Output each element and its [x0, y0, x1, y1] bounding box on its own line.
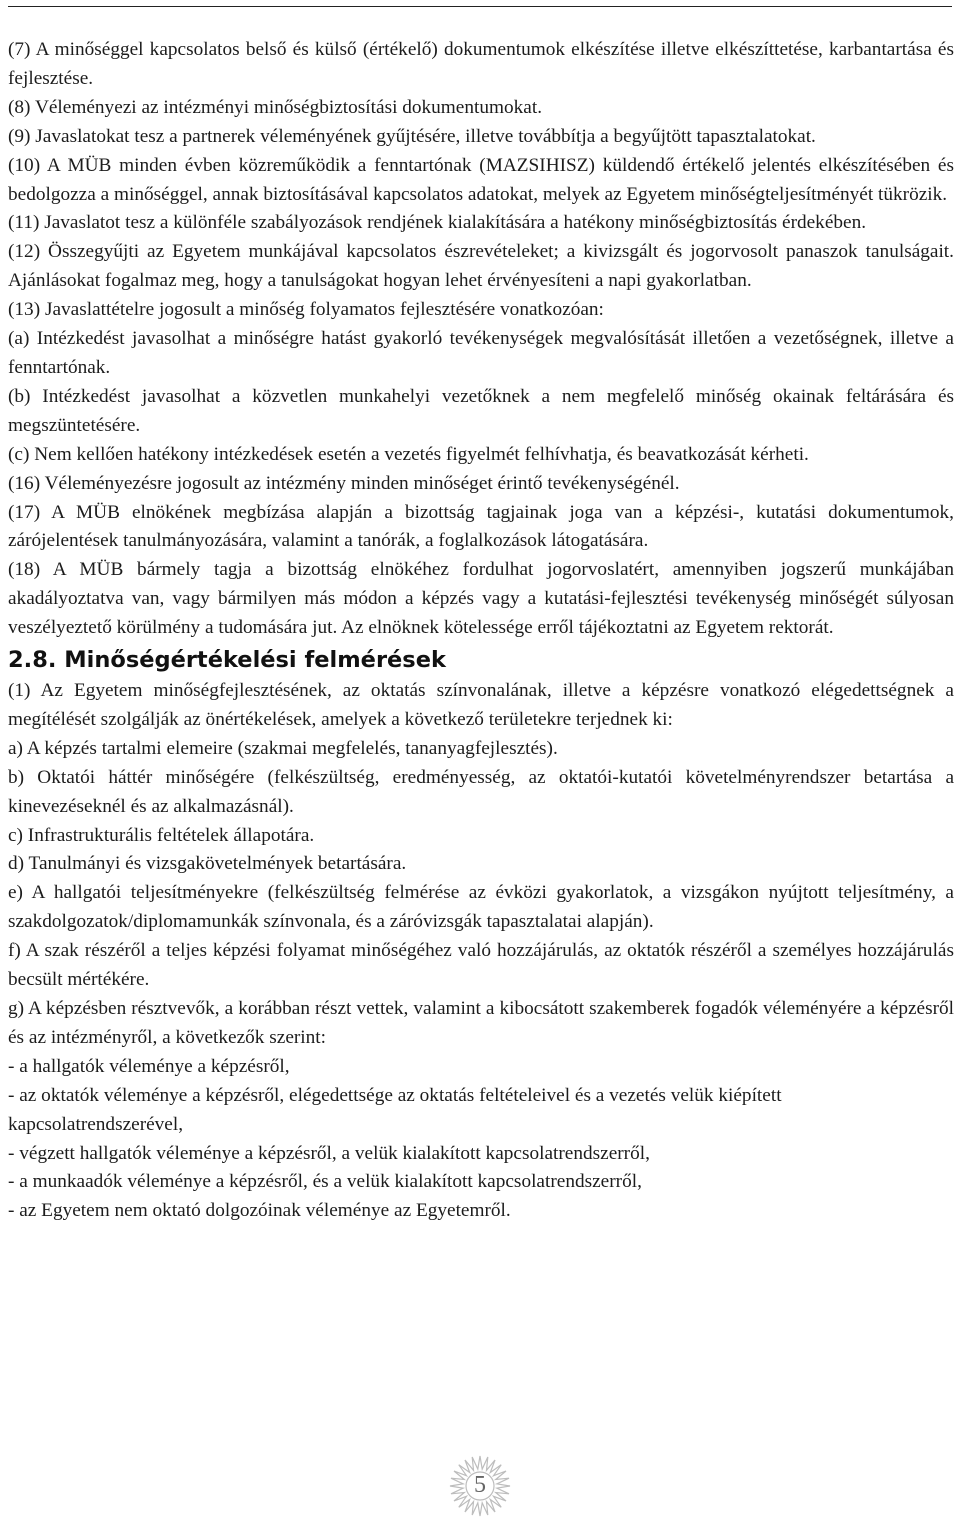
bullet-employers: - a munkaadók véleménye a képzésről, és a velük kialakított kapcsolatrendszerről,	[8, 1171, 642, 1193]
paragraph-10: (10) A MÜB minden évben közreműködik a fenntartónak (MAZSIHISZ) küldendő értékelő jelentés elkészítésében és bedolgozza a minőséggel, annak biztosításával kapcsolatos adatokat, melyek az Egyetem minőségteljesítményét tükrözik.	[8, 154, 954, 205]
evaluation-item-b: b) Oktatói háttér minőségére (felkészültség, eredményesség, az oktatói-kutatói követelményrendszer betartása a kinevezéseknél és az alkalmazásnál).	[8, 766, 954, 817]
evaluation-paragraph-1: (1) Az Egyetem minőségfejlesztésének, az oktatás színvonalának, illetve a képzésre vonatkozó elégedettségnek a megítélését szolgálják az önértékelések, amelyek a következő területekre terjednek ki:	[8, 680, 954, 730]
bullet-students: - a hallgatók véleménye a képzésről,	[8, 1055, 290, 1077]
page-number: 5	[474, 1472, 486, 1498]
paragraph-16: (16) Véleményezésre jogosult az intézmény minden minőséget érintő tevékenységénél.	[8, 472, 680, 494]
evaluation-item-c: c) Infrastrukturális feltételek állapotára.	[8, 824, 315, 846]
evaluation-item-g: g) A képzésben résztvevők, a korábban részt vettek, valamint a kibocsátott szakemberek fogadók véleményére a képzésről és az intézményről, a következők szerint:	[8, 998, 954, 1048]
paragraph-7: (7) A minőséggel kapcsolatos belső és külső (értékelő) dokumentumok elkészítése illetve elkészíttetése, karbantartása és fejlesztése.	[8, 39, 954, 89]
bullet-teachers: - az oktatók véleménye a képzésről, elégedettsége az oktatás feltételeivel és a vezetés velük kiépített kapcsolatrendszerével,	[8, 1084, 782, 1135]
paragraph-13-c: (c) Nem kellően hatékony intézkedések esetén a vezetés figyelmét felhívhatja, és beavatkozását kérheti.	[8, 443, 809, 465]
evaluation-item-d: d) Tanulmányi és vizsgakövetelmények betartására.	[8, 853, 407, 875]
paragraph-13: (13) Javaslattételre jogosult a minőség folyamatos fejlesztésére vonatkozóan:	[8, 299, 604, 321]
page-footer	[420, 1452, 540, 1520]
paragraph-18: (18) A MÜB bármely tagja a bizottság elnökéhez fordulhat jogorvoslatért, amennyiben jogszerű munkájában akadályoztatva van, vagy bármilyen más módon a képzés vagy a kutatási-fejlesztési tevékenység minőségét súlyosan veszélyeztető körülmény a tudomására jut. Az elnöknek kötelessége erről tájékoztatni az Egyetem rektorát.	[8, 559, 954, 639]
bullet-staff: - az Egyetem nem oktató dolgozóinak véleménye az Egyetemről.	[8, 1200, 511, 1222]
paragraph-9: (9) Javaslatokat tesz a partnerek véleményének gyűjtésére, illetve továbbítja a begyűjtött tapasztalatokat.	[8, 125, 816, 147]
evaluation-item-a: a) A képzés tartalmi elemeire (szakmai megfelelés, tananyagfejlesztés).	[8, 737, 558, 759]
paragraph-17: (17) A MÜB elnökének megbízása alapján a bizottság tagjainak joga van a képzési-, kutatási dokumentumok, zárójelentések tanulmányozására, valamint a tanórák, a foglalkozások látogatására.	[8, 501, 954, 552]
evaluation-item-f: f) A szak részéről a teljes képzési folyamat minőségéhez való hozzájárulás, az oktatók részéről a személyes hozzájárulás becsült mértékére.	[8, 940, 954, 991]
section-heading: 2.8. Minőségértékelési felmérések	[8, 647, 446, 674]
header-rule	[8, 6, 952, 7]
document-body	[8, 36, 954, 1226]
paragraph-8: (8) Véleményezi az intézményi minőségbiztosítási dokumentumokat.	[8, 96, 543, 118]
bullet-graduates: - végzett hallgatók véleménye a képzésről, a velük kialakított kapcsolatrendszerről,	[8, 1142, 650, 1164]
paragraph-11: (11) Javaslatot tesz a különféle szabályozások rendjének kialakítására a hatékony minőségbiztosítás érdekében.	[8, 212, 867, 234]
paragraph-12: (12) Összegyűjti az Egyetem munkájával kapcsolatos észrevételeket; a kivizsgált és jogorvosolt panaszok tanulságait. Ajánlásokat fogalmaz meg, hogy a tanulságokat hogyan lehet érvényesíteni a napi gyakorlatban.	[8, 241, 954, 292]
evaluation-item-e: e) A hallgatói teljesítményekre (felkészültség felmérése az évközi gyakorlatok, a vizsgákon nyújtott teljesítmény, a szakdolgozatok/diplomamunkák színvonala, és a záróvizsgák tapasztalatai alapján).	[8, 882, 954, 933]
paragraph-13-b: (b) Intézkedést javasolhat a közvetlen munkahelyi vezetőknek a nem megfelelő minőség okainak feltárására és megszüntetésére.	[8, 385, 954, 436]
paragraph-13-a: (a) Intézkedést javasolhat a minőségre hatást gyakorló tevékenységek megvalósítását illetően a vezetőségnek, illetve a fenntartónak.	[8, 328, 954, 378]
